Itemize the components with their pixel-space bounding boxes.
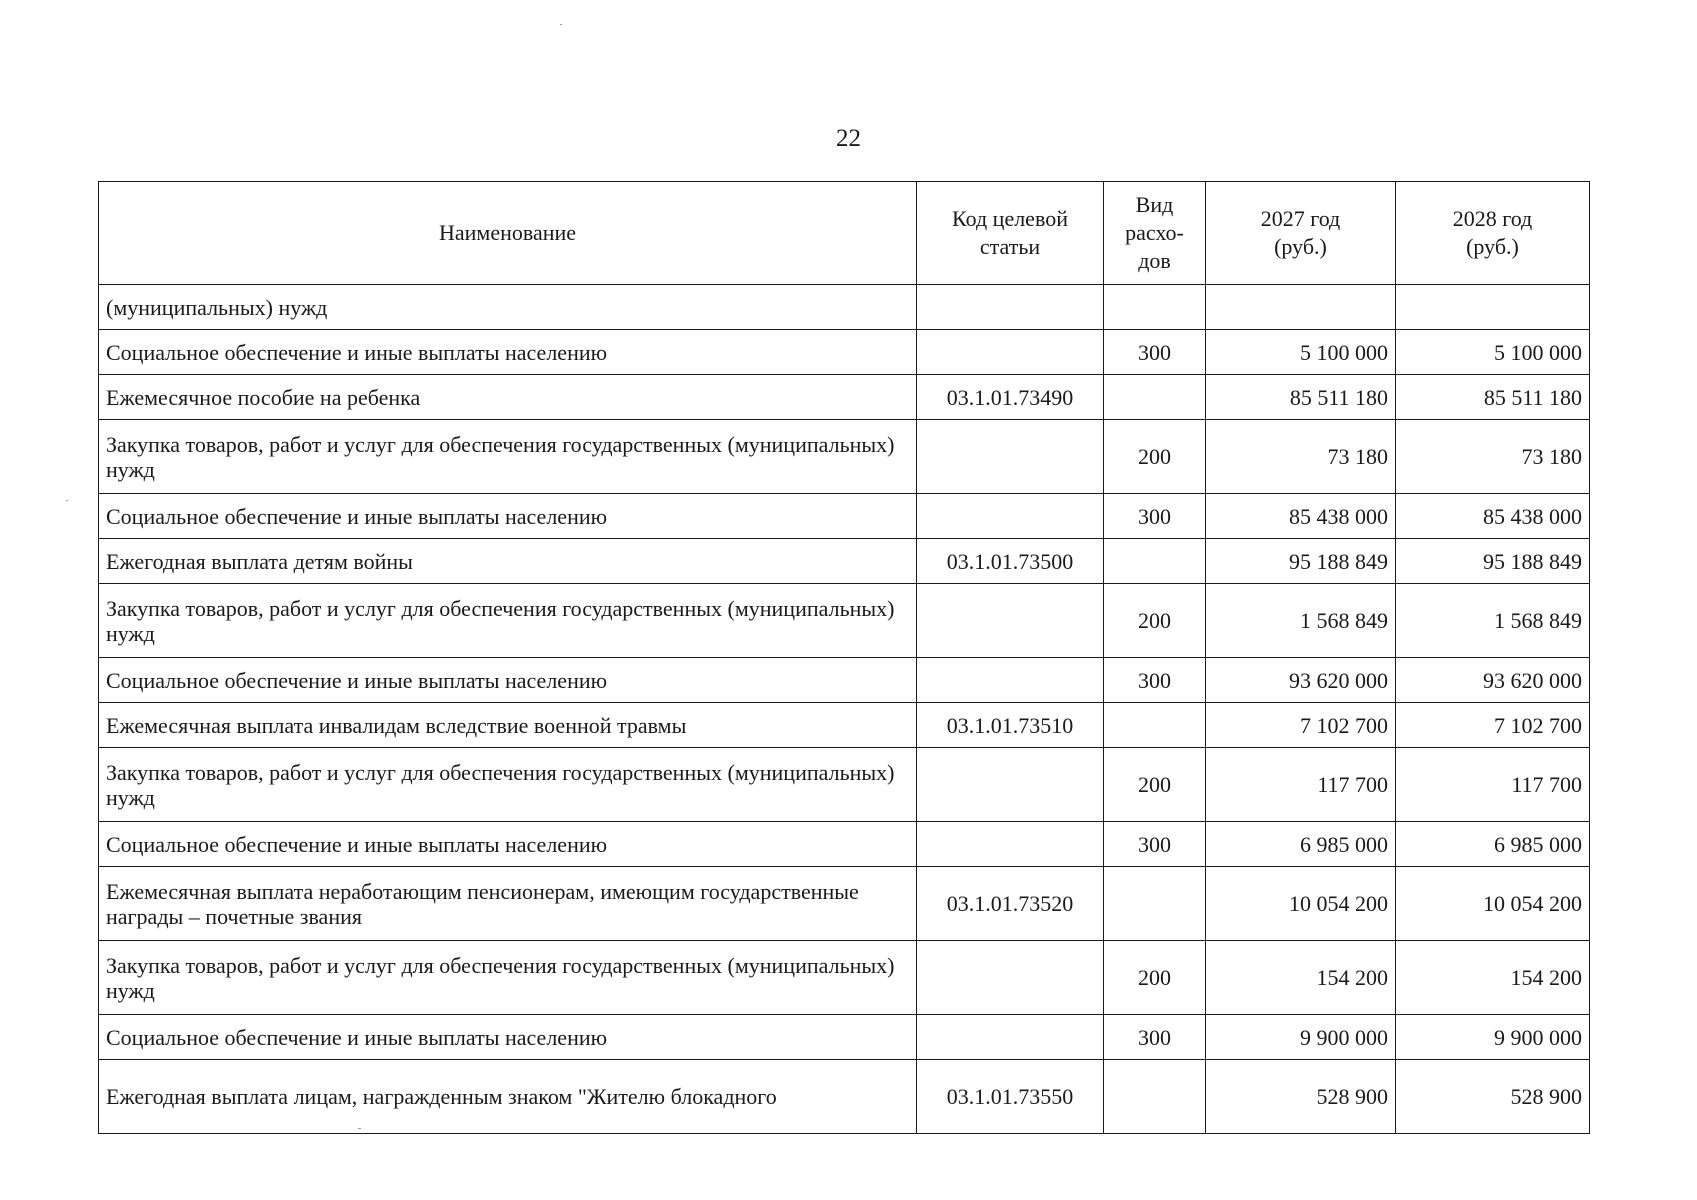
cell-target-code: 03.1.01.73510	[917, 703, 1104, 748]
cell-amount-2028: 73 180	[1396, 420, 1590, 494]
cell-amount-2028: 5 100 000	[1396, 330, 1590, 375]
cell-name: Закупка товаров, работ и услуг для обеспечения государственных (муниципальных) нужд	[99, 420, 917, 494]
table-row	[99, 494, 1590, 539]
cell-expense-type: 300	[1104, 822, 1206, 867]
cell-expense-type	[1104, 375, 1206, 420]
cell-name: Социальное обеспечение и иные выплаты населению	[99, 1015, 917, 1060]
table-row	[99, 285, 1590, 330]
cell-amount-2027: 73 180	[1206, 420, 1396, 494]
cell-amount-2028: 6 985 000	[1396, 822, 1590, 867]
cell-amount-2028	[1396, 285, 1590, 330]
cell-amount-2027: 5 100 000	[1206, 330, 1396, 375]
budget-table	[98, 181, 1590, 1134]
cell-name: Социальное обеспечение и иные выплаты населению	[99, 330, 917, 375]
cell-target-code	[917, 822, 1104, 867]
table-row	[99, 584, 1590, 658]
table-body	[99, 285, 1590, 1134]
cell-amount-2027: 93 620 000	[1206, 658, 1396, 703]
cell-amount-2027: 154 200	[1206, 941, 1396, 1015]
cell-target-code: 03.1.01.73500	[917, 539, 1104, 584]
page-number: 22	[836, 125, 861, 152]
cell-name: Ежегодная выплата детям войны	[99, 539, 917, 584]
cell-expense-type: 200	[1104, 941, 1206, 1015]
cell-amount-2028: 95 188 849	[1396, 539, 1590, 584]
header-code: Код целевой статьи	[917, 182, 1104, 285]
cell-amount-2028: 9 900 000	[1396, 1015, 1590, 1060]
cell-expense-type: 300	[1104, 658, 1206, 703]
cell-amount-2028: 7 102 700	[1396, 703, 1590, 748]
cell-expense-type	[1104, 1060, 1206, 1134]
cell-expense-type: 300	[1104, 1015, 1206, 1060]
cell-target-code: 03.1.01.73490	[917, 375, 1104, 420]
cell-expense-type: 200	[1104, 748, 1206, 822]
table-row	[99, 748, 1590, 822]
table-row	[99, 330, 1590, 375]
cell-amount-2028: 10 054 200	[1396, 867, 1590, 941]
cell-expense-type	[1104, 539, 1206, 584]
cell-target-code	[917, 494, 1104, 539]
cell-name: Ежемесячная выплата неработающим пенсионерам, имеющим государственные награды – почетные звания	[99, 867, 917, 941]
cell-expense-type: 200	[1104, 420, 1206, 494]
cell-amount-2027: 95 188 849	[1206, 539, 1396, 584]
table-row	[99, 420, 1590, 494]
cell-amount-2027: 528 900	[1206, 1060, 1396, 1134]
cell-amount-2028: 85 511 180	[1396, 375, 1590, 420]
cell-amount-2027: 85 511 180	[1206, 375, 1396, 420]
cell-name: Социальное обеспечение и иные выплаты населению	[99, 822, 917, 867]
table-row	[99, 1060, 1590, 1134]
cell-name: Ежегодная выплата лицам, награжденным знаком "Жителю блокадного	[99, 1060, 917, 1134]
cell-target-code: 03.1.01.73550	[917, 1060, 1104, 1134]
cell-amount-2027: 6 985 000	[1206, 822, 1396, 867]
cell-amount-2027: 1 568 849	[1206, 584, 1396, 658]
cell-expense-type: 300	[1104, 330, 1206, 375]
table-row	[99, 658, 1590, 703]
table-row	[99, 703, 1590, 748]
cell-target-code	[917, 1015, 1104, 1060]
table-row	[99, 1015, 1590, 1060]
cell-target-code	[917, 748, 1104, 822]
cell-amount-2028: 1 568 849	[1396, 584, 1590, 658]
cell-target-code	[917, 658, 1104, 703]
cell-amount-2028: 85 438 000	[1396, 494, 1590, 539]
cell-target-code	[917, 330, 1104, 375]
table-header-row	[99, 182, 1590, 285]
scan-mark-left	[66, 500, 68, 501]
table-row	[99, 539, 1590, 584]
table-row	[99, 941, 1590, 1015]
cell-expense-type: 300	[1104, 494, 1206, 539]
cell-amount-2028: 93 620 000	[1396, 658, 1590, 703]
cell-target-code	[917, 941, 1104, 1015]
cell-amount-2027: 10 054 200	[1206, 867, 1396, 941]
cell-target-code	[917, 285, 1104, 330]
cell-amount-2027	[1206, 285, 1396, 330]
cell-target-code	[917, 584, 1104, 658]
cell-name: Закупка товаров, работ и услуг для обеспечения государственных (муниципальных) нужд	[99, 584, 917, 658]
cell-expense-type	[1104, 285, 1206, 330]
cell-expense-type	[1104, 703, 1206, 748]
cell-name: Ежемесячное пособие на ребенка	[99, 375, 917, 420]
table-row	[99, 867, 1590, 941]
cell-name: Социальное обеспечение и иные выплаты населению	[99, 494, 917, 539]
table-row	[99, 822, 1590, 867]
table-row	[99, 375, 1590, 420]
cell-name: Закупка товаров, работ и услуг для обеспечения государственных (муниципальных) нужд	[99, 941, 917, 1015]
cell-name: (муниципальных) нужд	[99, 285, 917, 330]
cell-expense-type: 200	[1104, 584, 1206, 658]
header-expense-type: Вид расхо-дов	[1104, 182, 1206, 285]
cell-name: Социальное обеспечение и иные выплаты населению	[99, 658, 917, 703]
cell-amount-2028: 154 200	[1396, 941, 1590, 1015]
cell-amount-2027: 117 700	[1206, 748, 1396, 822]
cell-name: Ежемесячная выплата инвалидам вследствие военной травмы	[99, 703, 917, 748]
cell-name: Закупка товаров, работ и услуг для обеспечения государственных (муниципальных) нужд	[99, 748, 917, 822]
cell-amount-2027: 7 102 700	[1206, 703, 1396, 748]
header-name: Наименование	[99, 182, 917, 285]
cell-amount-2027: 9 900 000	[1206, 1015, 1396, 1060]
cell-amount-2027: 85 438 000	[1206, 494, 1396, 539]
scan-mark-top	[560, 24, 562, 25]
cell-amount-2028: 528 900	[1396, 1060, 1590, 1134]
cell-target-code	[917, 420, 1104, 494]
header-2028: 2028 год (руб.)	[1396, 182, 1590, 285]
cell-expense-type	[1104, 867, 1206, 941]
cell-target-code: 03.1.01.73520	[917, 867, 1104, 941]
cell-amount-2028: 117 700	[1396, 748, 1590, 822]
header-2027: 2027 год (руб.)	[1206, 182, 1396, 285]
